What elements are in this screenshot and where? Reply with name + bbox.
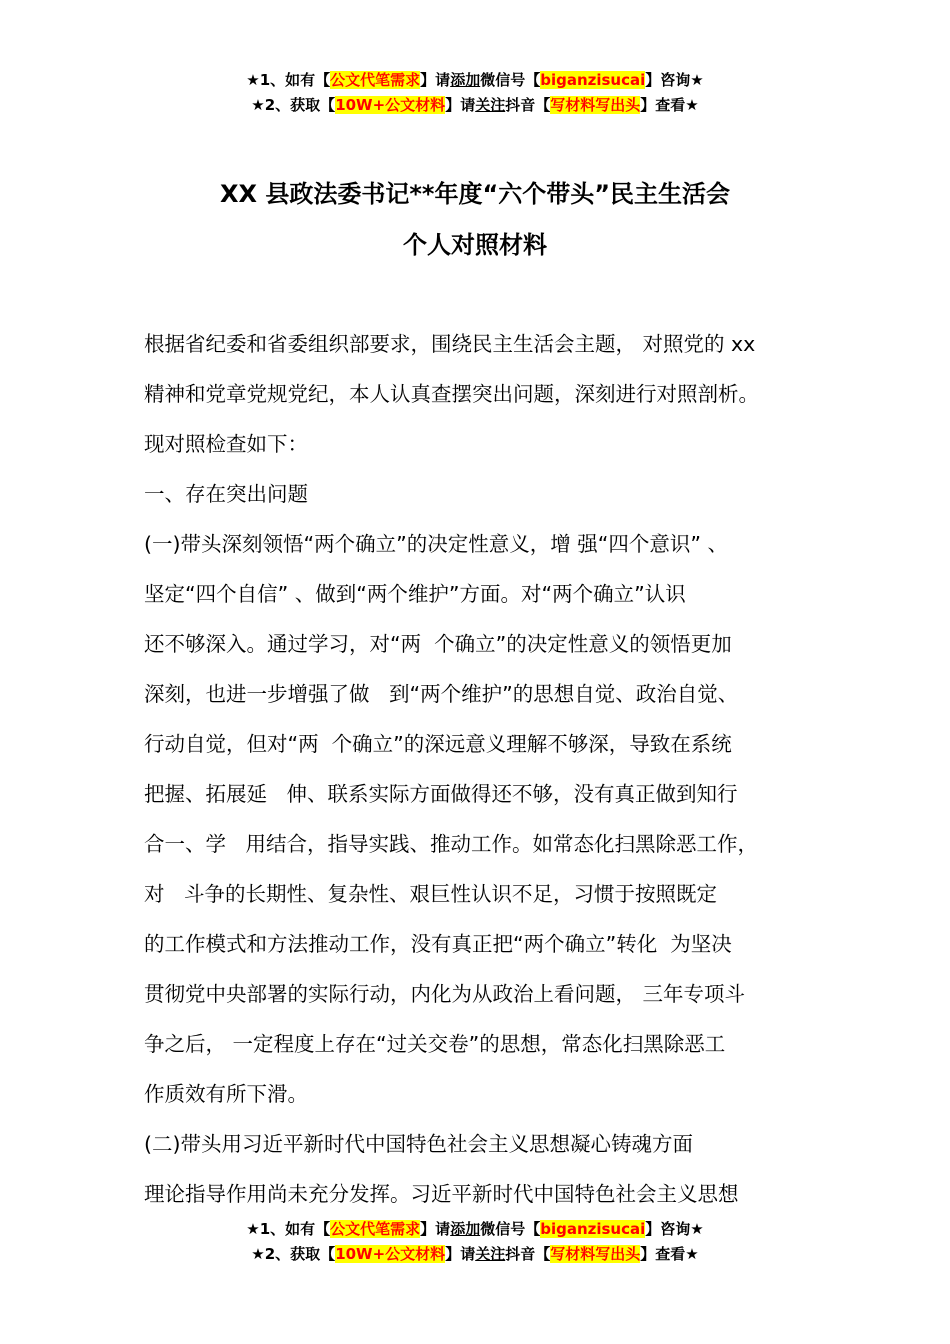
body-line: 行动自觉，但对“两 个确立”的深远意义理解不够深，导致在系统 bbox=[144, 732, 732, 756]
promo-underlined-text: 添加 bbox=[450, 71, 481, 89]
body-line: 争之后， 一定程度上存在“过关交卷”的思想，常态化扫黑除恶工 bbox=[144, 1032, 726, 1056]
promo-highlight-douyin-account: 写材料写出头 bbox=[550, 1245, 641, 1263]
promo-text: ★1、如有【 bbox=[246, 71, 331, 89]
body-line: (二)带头用习近平新时代中国特色社会主义思想凝心铸魂方面 bbox=[144, 1132, 693, 1156]
promo-underlined-text: 关注 bbox=[475, 96, 506, 114]
document-title-line-2: 个人对照材料 bbox=[403, 231, 547, 259]
promo-banner-bottom-line-2 bbox=[0, 1244, 950, 1264]
document-title-line-1: XX 县政法委书记**年度“六个带头”民主生活会 bbox=[219, 180, 730, 208]
promo-text: 】请 bbox=[445, 96, 476, 114]
promo-text: ★2、获取【 bbox=[251, 96, 336, 114]
promo-text: 抖音【 bbox=[505, 96, 551, 114]
promo-text: 】请 bbox=[420, 71, 451, 89]
body-line: 深刻，也进一步增强了做 到“两个维护”的思想自觉、政治自觉、 bbox=[144, 682, 739, 706]
body-line: 根据省纪委和省委组织部要求，围绕民主生活会主题， 对照党的 xx bbox=[144, 332, 756, 356]
promo-text: 】咨询★ bbox=[645, 1220, 704, 1238]
promo-text: ★2、获取【 bbox=[251, 1245, 336, 1263]
body-line: 理论指导作用尚未充分发挥。习近平新时代中国特色社会主义思想 bbox=[144, 1182, 739, 1206]
promo-highlight-wechat-id: biganzisucai bbox=[540, 71, 646, 89]
promo-highlight-douyin-account: 写材料写出头 bbox=[550, 96, 641, 114]
promo-text: 微信号【 bbox=[480, 1220, 541, 1238]
promo-text: 】查看★ bbox=[640, 1245, 699, 1263]
promo-highlight-wechat-id: biganzisucai bbox=[540, 1220, 646, 1238]
promo-underlined-text: 关注 bbox=[475, 1245, 506, 1263]
promo-highlight: 公文代笔需求 bbox=[330, 71, 421, 89]
promo-text: ★1、如有【 bbox=[246, 1220, 331, 1238]
body-line: 合一、学 用结合，指导实践、推动工作。如常态化扫黑除恶工作， bbox=[144, 832, 759, 856]
body-line: (一)带头深刻领悟“两个确立”的决定性意义，增 强“四个意识” 、 bbox=[144, 532, 729, 556]
promo-text: 】请 bbox=[420, 1220, 451, 1238]
body-line: 精神和党章党规党纪，本人认真查摆突出问题，深刻进行对照剖析。 bbox=[144, 382, 759, 406]
promo-highlight: 10W+公文材料 bbox=[335, 96, 446, 114]
promo-text: 微信号【 bbox=[480, 71, 541, 89]
promo-text: 抖音【 bbox=[505, 1245, 551, 1263]
promo-highlight: 10W+公文材料 bbox=[335, 1245, 446, 1263]
body-line: 还不够深入。通过学习，对“两 个确立”的决定性意义的领悟更加 bbox=[144, 632, 732, 656]
body-line: 现对照检查如下： bbox=[144, 432, 308, 456]
promo-underlined-text: 添加 bbox=[450, 1220, 481, 1238]
promo-highlight: 公文代笔需求 bbox=[330, 1220, 421, 1238]
body-line: 坚定“四个自信” 、做到“两个维护”方面。对“两个确立”认识 bbox=[144, 582, 686, 606]
promo-text: 】咨询★ bbox=[645, 71, 704, 89]
promo-banner-top-line-2 bbox=[0, 95, 950, 115]
body-line: 把握、拓展延 伸、联系实际方面做得还不够，没有真正做到知行 bbox=[144, 782, 738, 806]
body-line: 贯彻党中央部署的实际行动，内化为从政治上看问题， 三年专项斗 bbox=[144, 982, 746, 1006]
promo-banner-top-line-1 bbox=[0, 70, 950, 90]
body-line: 作质效有所下滑。 bbox=[144, 1082, 308, 1106]
section-heading: 一、存在突出问题 bbox=[144, 482, 308, 506]
body-line: 对 斗争的长期性、复杂性、艰巨性认识不足，习惯于按照既定 bbox=[144, 882, 718, 906]
promo-text: 】请 bbox=[445, 1245, 476, 1263]
body-line: 的工作模式和方法推动工作，没有真正把“两个确立”转化 为坚决 bbox=[144, 932, 732, 956]
promo-text: 】查看★ bbox=[640, 96, 699, 114]
promo-banner-bottom-line-1 bbox=[0, 1219, 950, 1239]
